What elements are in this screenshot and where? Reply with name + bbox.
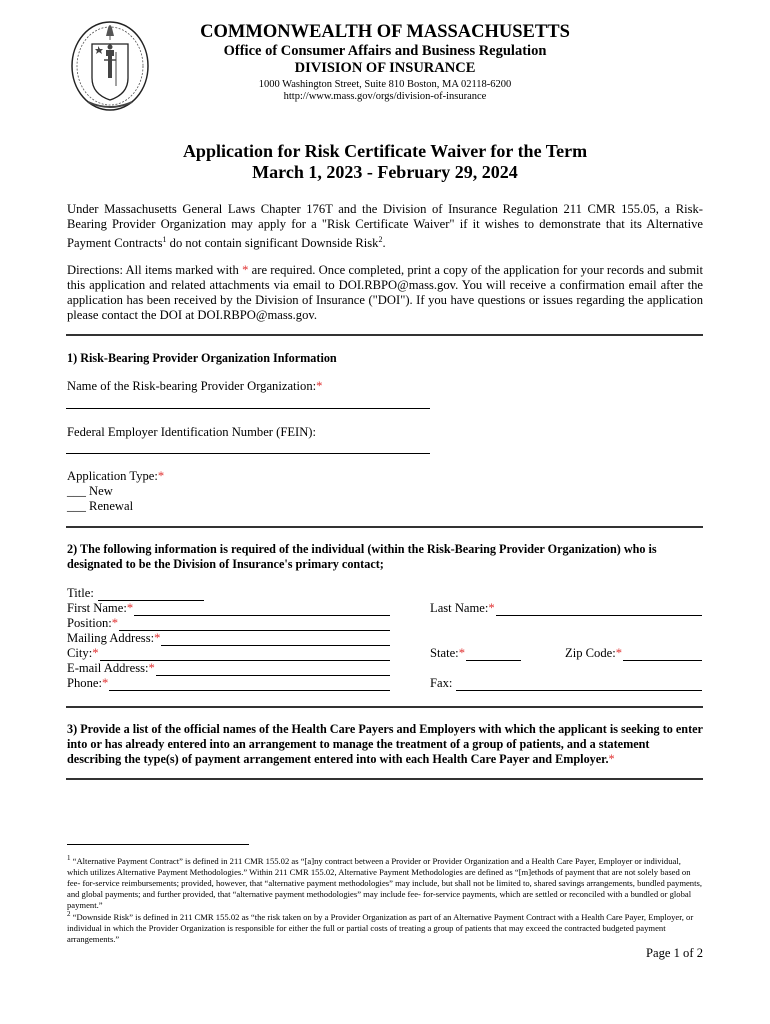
org-name-input[interactable] xyxy=(66,408,430,409)
header-office: Office of Consumer Affairs and Business Regulation xyxy=(223,43,547,59)
intro-paragraph: Under Massachusetts General Laws Chapter 176T and the Division of Insurance Regulation 211 CMR 155.05, a Risk-Bearing Provider Organization may apply for a "Risk Certificate Waiver" if it wishes to demonstrate that its Alternative Payment Contracts$^1$ do not contain significant Downside Risk$^2$. xyxy=(67,202,703,251)
header-address: 1000 Washington Street, Suite 810 Boston, MA 02118-6200 xyxy=(258,79,512,90)
header-url[interactable]: http://www.mass.gov/orgs/division-of-insurance xyxy=(283,91,487,102)
application-type-label: Application Type:* xyxy=(67,469,165,483)
email-field[interactable]: E-mail Address: * xyxy=(67,661,390,676)
last-name-field[interactable]: Last Name: * xyxy=(430,601,702,616)
section-divider xyxy=(66,706,703,708)
first-name-field[interactable]: First Name: * xyxy=(67,601,390,616)
required-asterisk: * xyxy=(242,263,249,277)
option-new[interactable]: ___ New xyxy=(67,484,113,498)
footnote-1: $^1$ “Alternative Payment Contract” is defined in 211 CMR 155.02 as “[a]ny contract between a Provider or Provider Organization and a Health Care Payer, Employer or individual, which utilizes Alternative Payment Methodologies.” Within 211 CMR 155.02, Alternative Payment Methodologies are defined as “[m]ethods of payment that are not solely based on fee- for-service reimbursements; provided, however, that “alternative payment methodologies” may include, but shall not be limited to, shared savings arrangements, bundled payments, and global payments; and further provided, that “alternative payment methodologies” may include fee- for-service payments, which are settled or reconciled with a bundled or global payment.” xyxy=(67,854,702,910)
phone-field[interactable]: Phone: * xyxy=(67,676,390,691)
header-state: COMMONWEALTH OF MASSACHUSETTS xyxy=(200,22,570,42)
footnote-ref-2: 2 xyxy=(378,235,383,244)
section-3-heading: 3) Provide a list of the official names of the Health Care Payers and Employers with which the applicant is seeking to enter into or has already entered into an arrangement to manage the treatment of a group of patients, and a statement describing the type(s) of payment arrangement entered into with each Health Care Payer and Employer.* xyxy=(67,722,703,766)
section-divider xyxy=(66,526,703,528)
zip-code-field[interactable]: Zip Code: * xyxy=(565,646,702,661)
section-divider xyxy=(66,334,703,336)
option-renewal[interactable]: ___ Renewal xyxy=(67,499,134,513)
title-field[interactable]: Title: xyxy=(67,586,204,601)
form-title: Application for Risk Certificate Waiver for the Term xyxy=(182,141,588,161)
section-divider xyxy=(66,778,703,780)
city-field[interactable]: City: * xyxy=(67,646,390,661)
option-renewal-blank[interactable]: ___ xyxy=(67,499,86,513)
fein-label: Federal Employer Identification Number (FEIN): xyxy=(67,425,316,439)
footnote-ref-1: 1 xyxy=(162,235,167,244)
state-field[interactable]: State: * xyxy=(430,646,521,661)
mailing-address-field[interactable]: Mailing Address: * xyxy=(67,631,390,646)
footnote-divider xyxy=(67,844,249,845)
page-number: Page 1 of 2 xyxy=(645,946,703,960)
org-name-label: Name of the Risk-bearing Provider Organization:* xyxy=(67,379,323,393)
section-1-heading: 1) Risk-Bearing Provider Organization Information xyxy=(67,351,337,365)
position-field[interactable]: Position: * xyxy=(67,616,390,631)
footnote-2: $^2$ “Downside Risk” is defined in 211 CMR 155.02 as “the risk taken on by a Provider Organization as part of an Alternative Payment Contract with a Health Care Payer, Employer, or individual in which the Provider Organization is responsible for either the full or partial costs of treating a group of patients that may exceed the contracted budgeted payment arrangements.” xyxy=(67,910,694,944)
section-2-heading: 2) The following information is required of the individual (within the Risk-Bearing Provider Organization) who is designated to be the Division of Insurance's primary contact; xyxy=(67,542,657,571)
fein-input[interactable] xyxy=(66,453,430,454)
header-division: DIVISION OF INSURANCE xyxy=(294,60,476,76)
form-term: March 1, 2023 - February 29, 2024 xyxy=(252,162,518,182)
directions-paragraph: Directions: All items marked with * are required. Once completed, print a copy of the application for your records and submit this application and related attachments via email to DOI.RBPO@mass.gov. You will receive a confirmation email after the application has been received by the Division of Insurance ("DOI"). If you have questions or issues regarding the application please contact the DOI at DOI.RBPO@mass.gov. xyxy=(67,263,703,322)
fax-field[interactable]: Fax: xyxy=(430,676,702,691)
option-new-blank[interactable]: ___ xyxy=(67,484,86,498)
massachusetts-seal xyxy=(68,16,152,112)
